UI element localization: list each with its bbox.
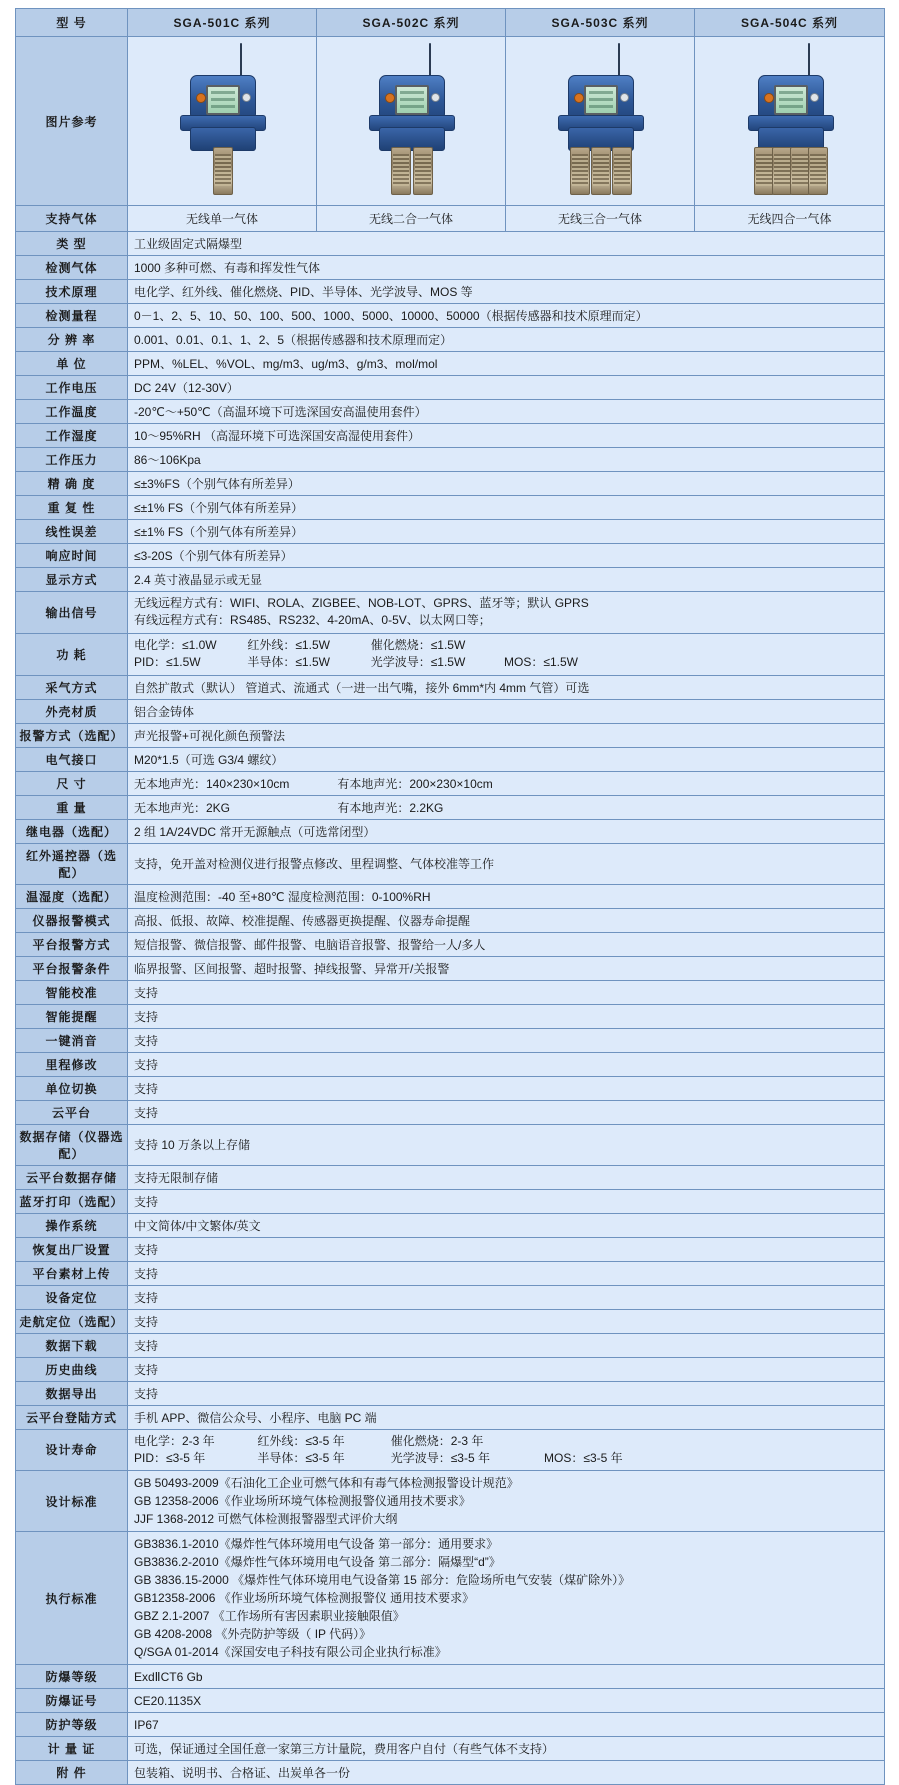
row-label: 附 件 [16, 1761, 128, 1785]
table-row-sampling [16, 675, 885, 699]
row-label: 操作系统 [16, 1213, 128, 1237]
row-label: 计 量 证 [16, 1737, 128, 1761]
table-row-device-location [16, 1285, 885, 1309]
table-row-pressure [16, 448, 885, 472]
row-label: 一键消音 [16, 1028, 128, 1052]
row-value: 0.001、0.01、0.1、1、2、5（根据传感器和技术原理而定） [128, 328, 885, 352]
model-502c: SGA-502C 系列 [317, 9, 506, 37]
execution-standard-line: GB 3836.15-2000 《爆炸性气体环境用电气设备第 15 部分：危险场所电气安装（煤矿除外）》 [134, 1573, 631, 1588]
execution-standard-line: GB3836.1-2010《爆炸性气体环境用电气设备 第一部分：通用要求》 [134, 1537, 499, 1552]
output-signal-label: 输出信号 [16, 592, 128, 634]
table-row-linearity [16, 520, 885, 544]
table-row-voltage [16, 376, 885, 400]
row-value: 2 组 1A/24VDC 常开无源触点（可选常闭型） [128, 819, 885, 843]
power-infrared: 红外线：≤1.5W [247, 637, 330, 652]
row-value: ExdⅡCT6 Gb [128, 1665, 885, 1689]
power-catalytic: 催化燃烧：≤1.5W [370, 637, 466, 652]
life-semiconductor: 半导体：≤3-5 年 [257, 1450, 345, 1465]
row-label: 数据下载 [16, 1333, 128, 1357]
row-value: 温度检测范围：-40 至+80℃ 湿度检测范围：0-100%RH [128, 884, 885, 908]
row-label: 云平台数据存储 [16, 1165, 128, 1189]
row-label: 智能校准 [16, 980, 128, 1004]
table-row-display [16, 568, 885, 592]
supported-gas-501c: 无线单一气体 [128, 206, 317, 232]
table-row-metrology-certificate [16, 1737, 885, 1761]
table-row-dimension [16, 771, 885, 795]
table-row-model-header [16, 9, 885, 37]
row-value: 支持 [128, 1261, 885, 1285]
weight-with-alarm: 有本地声光：2.2KG [337, 800, 444, 815]
row-label: 技术原理 [16, 280, 128, 304]
design-standard-line: GB 12358-2006《作业场所环境气体检测报警仪通用技术要求》 [134, 1494, 471, 1509]
table-row-electrical-interface [16, 747, 885, 771]
row-label: 报警方式（选配） [16, 723, 128, 747]
row-value: ≤±1% FS（个别气体有所差异） [128, 496, 885, 520]
row-label: 电气接口 [16, 747, 128, 771]
table-row-unit [16, 352, 885, 376]
row-value: 支持无限制存储 [128, 1165, 885, 1189]
life-infrared: 红外线：≤3-5 年 [257, 1433, 345, 1448]
table-row-detect-gas [16, 256, 885, 280]
row-value: 支持 [128, 1357, 885, 1381]
specification-table [15, 8, 885, 1785]
row-label: 工作电压 [16, 376, 128, 400]
table-row-execution-standard [16, 1532, 885, 1665]
table-row-protection-grade [16, 1713, 885, 1737]
table-row-supported-gas [16, 206, 885, 232]
table-row-design-life [16, 1429, 885, 1471]
table-row-resolution [16, 328, 885, 352]
row-value: 高报、低报、故障、校准提醒、传感器更换提醒、仪器寿命提醒 [128, 908, 885, 932]
dimension-without-alarm: 无本地声光：140×230×10cm [134, 776, 290, 791]
table-row-accessories [16, 1761, 885, 1785]
dimension-label: 尺 寸 [16, 771, 128, 795]
table-row-design-standard [16, 1471, 885, 1532]
row-value: PPM、%LEL、%VOL、mg/m3、ug/m3、g/m3、mol/mol [128, 352, 885, 376]
row-label: 分 辨 率 [16, 328, 128, 352]
life-pid: PID：≤3-5 年 [134, 1450, 206, 1465]
supported-gas-502c: 无线二合一气体 [317, 206, 506, 232]
table-row-temperature [16, 400, 885, 424]
row-value: DC 24V（12-30V） [128, 376, 885, 400]
row-value: M20*1.5（可选 G3/4 螺纹） [128, 747, 885, 771]
table-row-image-reference [16, 37, 885, 206]
row-label: 工作压力 [16, 448, 128, 472]
row-value: 支持 [128, 1052, 885, 1076]
row-value: ≤±1% FS（个别气体有所差异） [128, 520, 885, 544]
row-value: 支持 [128, 1381, 885, 1405]
row-value: CE20.1135X [128, 1689, 885, 1713]
table-row-bluetooth-print [16, 1189, 885, 1213]
row-label: 防爆证号 [16, 1689, 128, 1713]
table-row-response-time [16, 544, 885, 568]
row-label: 平台素材上传 [16, 1261, 128, 1285]
dimension-with-alarm: 有本地声光：200×230×10cm [337, 776, 493, 791]
row-label: 类 型 [16, 232, 128, 256]
table-row-type [16, 232, 885, 256]
table-row-device-alarm-mode [16, 908, 885, 932]
row-label: 红外遥控器（选配） [16, 843, 128, 884]
table-row-smart-calibration [16, 980, 885, 1004]
row-label: 蓝牙打印（选配） [16, 1189, 128, 1213]
life-optical: 光学波导：≤3-5 年 [390, 1450, 490, 1465]
power-optical: 光学波导：≤1.5W [370, 655, 466, 670]
row-value: 临界报警、区间报警、超时报警、掉线报警、异常开/关报警 [128, 956, 885, 980]
supported-gas-label: 支持气体 [16, 206, 128, 232]
execution-standard-label: 执行标准 [16, 1532, 128, 1665]
table-row-data-export [16, 1381, 885, 1405]
row-label: 检测量程 [16, 304, 128, 328]
row-value: 2.4 英寸液晶显示或无显 [128, 568, 885, 592]
table-row-mobile-location [16, 1309, 885, 1333]
gas-detector-icon-4 [730, 41, 850, 201]
row-label: 防护等级 [16, 1713, 128, 1737]
row-value: 电化学、红外线、催化燃烧、PID、半导体、光学波导、MOS 等 [128, 280, 885, 304]
row-value: 10～95%RH （高湿环境下可选深国安高湿使用套件） [128, 424, 885, 448]
table-row-housing-material [16, 699, 885, 723]
row-label: 平台报警条件 [16, 956, 128, 980]
row-value: 中文简体/中文繁体/英文 [128, 1213, 885, 1237]
row-label: 外壳材质 [16, 699, 128, 723]
row-value: 铝合金铸体 [128, 699, 885, 723]
model-501c: SGA-501C 系列 [128, 9, 317, 37]
dimension-value [128, 771, 885, 795]
row-value: 支持 [128, 1285, 885, 1309]
table-row-output-signal [16, 592, 885, 634]
row-value: 自然扩散式（默认） 管道式、流通式（一进一出气嘴，接外 6mm*内 4mm 气管）可选 [128, 675, 885, 699]
row-value: 1000 多种可燃、有毒和挥发性气体 [128, 256, 885, 280]
design-standard-label: 设计标准 [16, 1471, 128, 1532]
table-row-weight [16, 795, 885, 819]
row-label: 云平台 [16, 1100, 128, 1124]
model-label: 型 号 [16, 9, 128, 37]
row-value: 支持 [128, 980, 885, 1004]
row-label: 单位切换 [16, 1076, 128, 1100]
execution-standard-line: GB12358-2006 《作业场所环境气体检测报警仪 通用技术要求》 [134, 1591, 475, 1606]
table-row-power [16, 633, 885, 675]
table-row-smart-reminder [16, 1004, 885, 1028]
table-row-unit-switch [16, 1076, 885, 1100]
device-image-503c [506, 37, 695, 206]
row-label: 走航定位（选配） [16, 1309, 128, 1333]
power-value [128, 633, 885, 675]
row-label: 重 复 性 [16, 496, 128, 520]
row-label: 数据存储（仪器选配） [16, 1124, 128, 1165]
row-value: -20℃～+50℃（高温环境下可选深国安高温使用套件） [128, 400, 885, 424]
row-value: 支持 [128, 1028, 885, 1052]
life-mos: MOS：≤3-5 年 [544, 1450, 623, 1465]
row-label: 设备定位 [16, 1285, 128, 1309]
output-wireless-line: 无线远程方式有：WIFI、ROLA、ZIGBEE、NOB-LOT、GPRS、蓝牙等；默认 GPRS [134, 596, 589, 610]
table-row-accuracy [16, 472, 885, 496]
row-label: 平台报警方式 [16, 932, 128, 956]
table-row-platform-alarm-condition [16, 956, 885, 980]
gas-detector-icon-2 [351, 41, 471, 201]
row-label: 工作湿度 [16, 424, 128, 448]
table-row-temp-humidity-option [16, 884, 885, 908]
row-label: 防爆等级 [16, 1665, 128, 1689]
table-row-platform-alarm-mode [16, 932, 885, 956]
power-pid: PID：≤1.5W [134, 655, 201, 670]
execution-standard-line: Q/SGA 01-2014《深国安电子科技有限公司企业执行标准》 [134, 1645, 447, 1660]
power-semiconductor: 半导体：≤1.5W [247, 655, 330, 670]
weight-value [128, 795, 885, 819]
gas-detector-icon-3 [540, 41, 660, 201]
table-row-technology [16, 280, 885, 304]
row-value: 可选，保证通过全国任意一家第三方计量院，费用客户自付（有些气体不支持） [128, 1737, 885, 1761]
device-image-504c [695, 37, 885, 206]
row-value: 86～106Kpa [128, 448, 885, 472]
table-row-cloud-login [16, 1405, 885, 1429]
design-standard-line: JJF 1368-2012 可燃气体检测报警器型式评价大纲 [134, 1512, 398, 1527]
output-wired-line: 有线远程方式有：RS485、RS232、4-20mA、0-5V、以太网口等； [134, 613, 491, 628]
row-value: 包装箱、说明书、合格证、出炭单各一份 [128, 1761, 885, 1785]
table-row-range [16, 304, 885, 328]
image-reference-label: 图片参考 [16, 37, 128, 206]
power-electrochemical: 电化学：≤1.0W [134, 637, 217, 652]
row-label: 工作温度 [16, 400, 128, 424]
row-value: 支持 [128, 1004, 885, 1028]
table-row-cloud-platform [16, 1100, 885, 1124]
row-label: 恢复出厂设置 [16, 1237, 128, 1261]
row-value: IP67 [128, 1713, 885, 1737]
row-label: 继电器（选配） [16, 819, 128, 843]
model-503c: SGA-503C 系列 [506, 9, 695, 37]
design-life-value [128, 1429, 885, 1471]
row-label: 检测气体 [16, 256, 128, 280]
design-standard-value [128, 1471, 885, 1532]
row-label: 智能提醒 [16, 1004, 128, 1028]
table-row-operating-system [16, 1213, 885, 1237]
row-label: 单 位 [16, 352, 128, 376]
row-value: 支持，免开盖对检测仪进行报警点修改、里程调整、气体校准等工作 [128, 843, 885, 884]
row-label: 历史曲线 [16, 1357, 128, 1381]
row-label: 响应时间 [16, 544, 128, 568]
output-signal-value [128, 592, 885, 634]
row-label: 里程修改 [16, 1052, 128, 1076]
row-label: 数据导出 [16, 1381, 128, 1405]
table-row-range-modify [16, 1052, 885, 1076]
design-standard-line: GB 50493-2009《石油化工企业可燃气体和有毒气体检测报警设计规范》 [134, 1476, 519, 1491]
row-value: ≤±3%FS（个别气体有所差异） [128, 472, 885, 496]
execution-standard-line: GBZ 2.1-2007 《工作场所有害因素职业接触限值》 [134, 1609, 405, 1624]
execution-standard-line: GB 4208-2008 《外壳防护等级（ IP 代码）》 [134, 1627, 372, 1642]
row-value: 支持 [128, 1309, 885, 1333]
supported-gas-503c: 无线三合一气体 [506, 206, 695, 232]
life-electrochemical: 电化学：2-3 年 [134, 1433, 215, 1448]
device-image-501c [128, 37, 317, 206]
supported-gas-504c: 无线四合一气体 [695, 206, 885, 232]
row-value: 支持 [128, 1333, 885, 1357]
row-label: 云平台登陆方式 [16, 1405, 128, 1429]
table-row-ir-remote [16, 843, 885, 884]
table-row-explosion-proof-certificate [16, 1689, 885, 1713]
life-catalytic: 催化燃烧：2-3 年 [390, 1433, 484, 1448]
row-label: 线性误差 [16, 520, 128, 544]
table-row-repeatability [16, 496, 885, 520]
power-mos: MOS：≤1.5W [504, 655, 578, 670]
row-label: 仪器报警模式 [16, 908, 128, 932]
table-row-cloud-storage [16, 1165, 885, 1189]
row-value: 工业级固定式隔爆型 [128, 232, 885, 256]
table-row-data-storage [16, 1124, 885, 1165]
row-value: 声光报警+可视化颜色预警法 [128, 723, 885, 747]
execution-standard-line: GB3836.2-2010《爆炸性气体环境用电气设备 第二部分：隔爆型“d”》 [134, 1555, 501, 1570]
row-label: 精 确 度 [16, 472, 128, 496]
table-row-history-curve [16, 1357, 885, 1381]
row-label: 显示方式 [16, 568, 128, 592]
table-row-data-download [16, 1333, 885, 1357]
design-life-label: 设计寿命 [16, 1429, 128, 1471]
execution-standard-value [128, 1532, 885, 1665]
row-value: 短信报警、微信报警、邮件报警、电脑语音报警、报警给一人/多人 [128, 932, 885, 956]
power-label: 功 耗 [16, 633, 128, 675]
weight-without-alarm: 无本地声光：2KG [134, 800, 231, 815]
table-row-explosion-proof-grade [16, 1665, 885, 1689]
table-row-relay [16, 819, 885, 843]
row-value: 支持 10 万条以上存储 [128, 1124, 885, 1165]
table-row-material-upload [16, 1261, 885, 1285]
spec-sheet-page [0, 8, 899, 1781]
row-value: 支持 [128, 1076, 885, 1100]
row-label: 温湿度（选配） [16, 884, 128, 908]
device-image-502c [317, 37, 506, 206]
model-504c: SGA-504C 系列 [695, 9, 885, 37]
weight-label: 重 量 [16, 795, 128, 819]
table-row-one-key-mute [16, 1028, 885, 1052]
row-value: 支持 [128, 1100, 885, 1124]
table-row-factory-reset [16, 1237, 885, 1261]
table-row-humidity [16, 424, 885, 448]
row-label: 采气方式 [16, 675, 128, 699]
gas-detector-icon-1 [162, 41, 282, 201]
table-row-alarm-method [16, 723, 885, 747]
row-value: 0－1、2、5、10、50、100、500、1000、5000、10000、50000（根据传感器和技术原理而定） [128, 304, 885, 328]
row-value: 支持 [128, 1189, 885, 1213]
row-value: 手机 APP、微信公众号、小程序、电脑 PC 端 [128, 1405, 885, 1429]
row-value: ≤3-20S（个别气体有所差异） [128, 544, 885, 568]
row-value: 支持 [128, 1237, 885, 1261]
